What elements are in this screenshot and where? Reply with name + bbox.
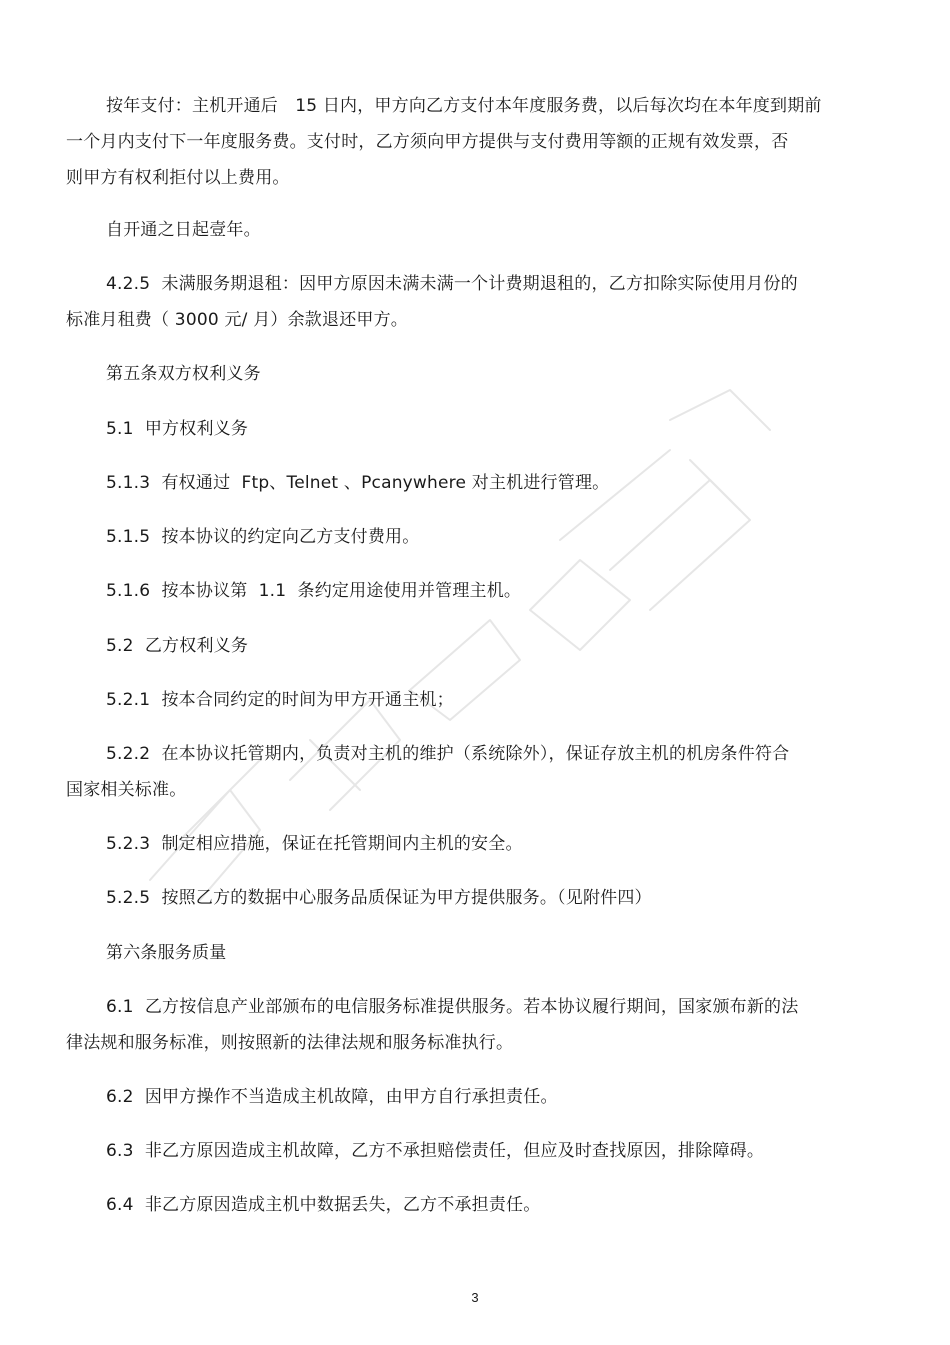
clause-4-2-5-line-1: 4.2.5 未满服务期退租：因甲方原因未满未满一个计费期退租的，乙方扣除实际使用月份的 xyxy=(106,274,798,294)
clause-6-1-line-1: 6.1 乙方按信息产业部颁布的电信服务标准提供服务。若本协议履行期间，国家颁布新的法 xyxy=(106,997,799,1017)
page-number: 3 xyxy=(471,1290,479,1305)
clause-5-2-2-line-2: 国家相关标准。 xyxy=(66,780,187,800)
clause-4-2-5-line-2: 标准月租费（ 3000 元/ 月）余款退还甲方。 xyxy=(66,310,409,330)
clause-6-2: 6.2 因甲方操作不当造成主机故障，由甲方自行承担责任。 xyxy=(106,1087,558,1107)
clause-5-2-2-line-1: 5.2.2 在本协议托管期内，负责对主机的维护（系统除外），保证存放主机的机房条件符合 xyxy=(106,744,790,764)
clause-5-1-6: 5.1.6 按本协议第 1.1 条约定用途使用并管理主机。 xyxy=(106,581,522,601)
clause-6-4: 6.4 非乙方原因造成主机中数据丢失，乙方不承担责任。 xyxy=(106,1195,541,1215)
clause-6-3: 6.3 非乙方原因造成主机故障，乙方不承担赔偿责任，但应及时查找原因，排除障碍。 xyxy=(106,1141,765,1161)
article-5-heading: 第五条双方权利义务 xyxy=(106,364,261,384)
paragraph-term: 自开通之日起壹年。 xyxy=(106,220,261,240)
clause-5-1: 5.1 甲方权利义务 xyxy=(106,419,249,439)
clause-5-2-1: 5.2.1 按本合同约定的时间为甲方开通主机； xyxy=(106,690,454,710)
clause-5-2-5: 5.2.5 按照乙方的数据中心服务品质保证为甲方提供服务。（见附件四） xyxy=(106,888,652,908)
clause-5-1-5: 5.1.5 按本协议的约定向乙方支付费用。 xyxy=(106,527,420,547)
article-6-heading: 第六条服务质量 xyxy=(106,943,227,963)
paragraph-annual-payment-line-1: 按年支付：主机开通后 15 日内，甲方向乙方支付本年度服务费，以后每次均在本年度到期前 xyxy=(106,96,822,116)
paragraph-annual-payment-line-2: 一个月内支付下一年度服务费。支付时，乙方须向甲方提供与支付费用等额的正规有效发票，否 xyxy=(66,132,789,152)
clause-5-2: 5.2 乙方权利义务 xyxy=(106,636,249,656)
clause-5-1-3: 5.1.3 有权通过 Ftp、Telnet 、Pcanywhere 对主机进行管理。 xyxy=(106,473,610,493)
clause-6-1-line-2: 律法规和服务标准，则按照新的法律法规和服务标准执行。 xyxy=(66,1033,514,1053)
paragraph-annual-payment-line-3: 则甲方有权利拒付以上费用。 xyxy=(66,168,290,188)
clause-5-2-3: 5.2.3 制定相应措施，保证在托管期间内主机的安全。 xyxy=(106,834,523,854)
